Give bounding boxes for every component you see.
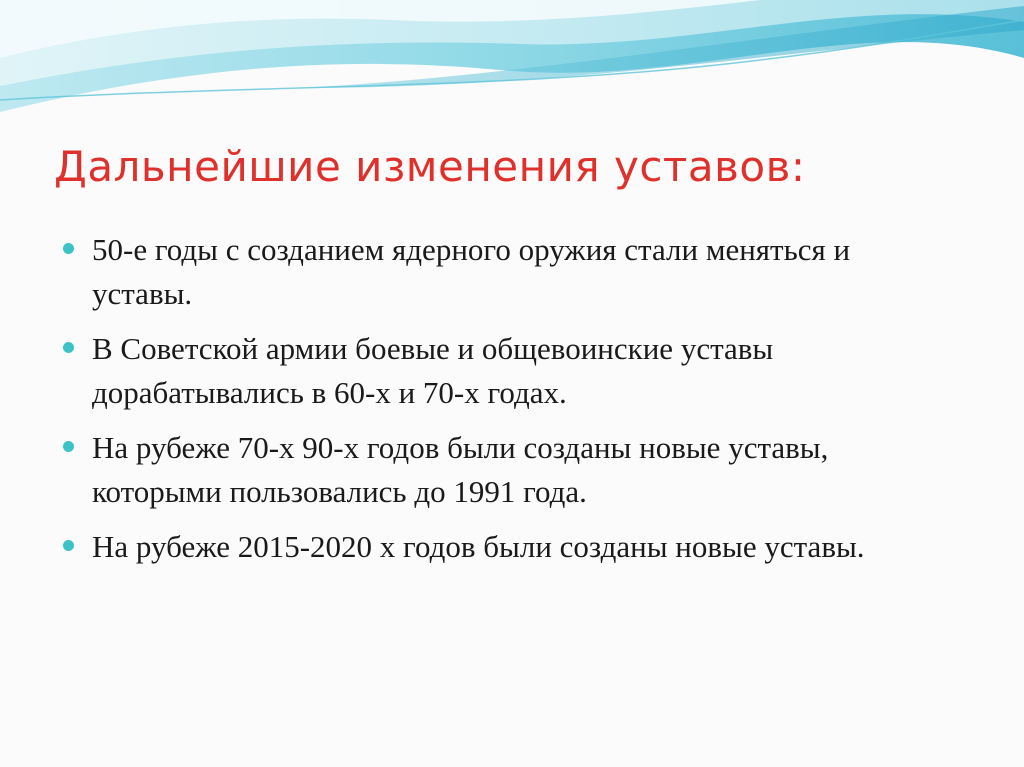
bullet-dot-icon: [63, 540, 74, 551]
bullet-text: На рубеже 2015-2020 х годов были созданы новые уставы.: [92, 529, 865, 564]
list-item: [60, 228, 940, 316]
bullet-dot-icon: [63, 243, 74, 254]
slide-title: Дальнейшие изменения уставов:: [54, 142, 806, 191]
bullet-list: [60, 228, 940, 580]
list-item: [60, 327, 940, 415]
bullet-dot-icon: [63, 342, 74, 353]
bullet-text: На рубеже 70-х 90-х годов были созданы новые уставы, которыми пользовались до 1991 года.: [92, 430, 829, 509]
bullet-text: В Советской армии боевые и общевоинские уставы дорабатывались в 60-х и 70-х годах.: [92, 331, 774, 410]
bullet-dot-icon: [63, 441, 74, 452]
bullet-text: 50-е годы с созданием ядерного оружия стали меняться и уставы.: [92, 232, 851, 311]
list-item: [60, 525, 940, 569]
wave-header-decoration: [0, 0, 1024, 120]
list-item: [60, 426, 940, 514]
